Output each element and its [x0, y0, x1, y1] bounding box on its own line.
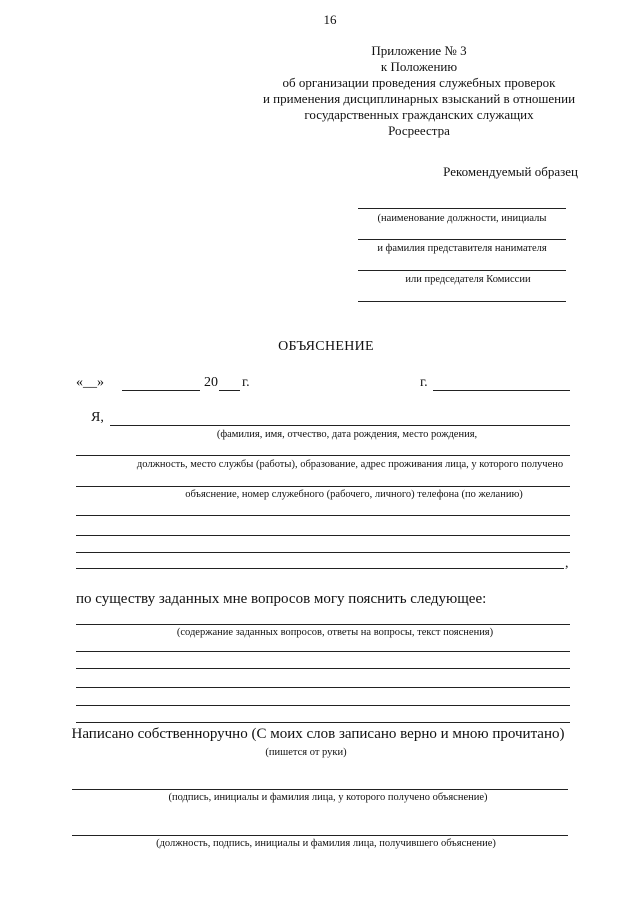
- addressee-hint-1: (наименование должности, инициалы: [377, 213, 547, 224]
- annex-line-2: к Положению: [380, 59, 458, 74]
- date-year-prefix: 20: [204, 375, 218, 390]
- annex-line-3: об организации проведения служебных проверок: [282, 75, 556, 90]
- handwritten-hint: (пишется от руки): [265, 747, 347, 758]
- person-line-1: [110, 425, 570, 426]
- i-label: Я,: [91, 410, 104, 425]
- person-line-4: [76, 515, 570, 516]
- person-hint-1: (фамилия, имя, отчество, дата рождения, место рождения,: [216, 429, 478, 440]
- handwritten-statement: Написано собственноручно (С моих слов записано верно и мною прочитано): [71, 726, 565, 742]
- explanation-intro: по существу заданных мне вопросов могу пояснить следующее:: [76, 591, 487, 607]
- addressee-line-2: [358, 239, 566, 240]
- person-line-6: [76, 552, 570, 553]
- person-line-2: [76, 455, 570, 456]
- annex-line-1: Приложение № 3: [371, 43, 467, 58]
- signature-hint-2: (должность, подпись, инициалы и фамилия лица, получившего объяснение): [156, 838, 496, 849]
- date-year-suffix: г.: [242, 375, 250, 390]
- person-line-3: [76, 486, 570, 487]
- city-prefix: г.: [420, 375, 428, 390]
- comma: ,: [565, 556, 569, 571]
- recommended-sample-label: Рекомендуемый образец: [443, 164, 578, 179]
- person-hint-2: должность, место службы (работы), образование, адрес проживания лица, у которого получено: [136, 459, 564, 470]
- page-number: 16: [323, 12, 337, 27]
- person-line-7: [76, 568, 564, 569]
- explanation-line-3: [76, 668, 570, 669]
- explanation-hint: (содержание заданных вопросов, ответы на вопросы, текст пояснения): [176, 627, 494, 638]
- annex-line-4: и применения дисциплинарных взысканий в отношении: [262, 91, 576, 106]
- date-year-line: [219, 390, 240, 391]
- addressee-hint-3: или председателя Комиссии: [405, 274, 531, 285]
- signature-hint-1: (подпись, инициалы и фамилия лица, у которого получено объяснение): [168, 792, 488, 803]
- addressee-hint-2: и фамилия представителя нанимателя: [377, 243, 547, 254]
- explanation-line-6: [76, 722, 570, 723]
- date-month-line: [122, 390, 200, 391]
- document-title: ОБЪЯСНЕНИЕ: [278, 339, 374, 354]
- signature-line-2: [72, 835, 568, 836]
- annex-line-5: государственных гражданских служащих: [304, 107, 534, 122]
- person-hint-3: объяснение, номер служебного (рабочего, личного) телефона (по желанию): [185, 489, 523, 500]
- explanation-line-5: [76, 705, 570, 706]
- date-day-field: «__»: [76, 375, 104, 390]
- city-line: [433, 390, 570, 391]
- explanation-line-4: [76, 687, 570, 688]
- person-line-5: [76, 535, 570, 536]
- explanation-line-2: [76, 651, 570, 652]
- addressee-line-1: [358, 208, 566, 209]
- addressee-line-4: [358, 301, 566, 302]
- explanation-line-1: [76, 624, 570, 625]
- annex-line-6: Росреестра: [388, 123, 450, 138]
- signature-line-1: [72, 789, 568, 790]
- addressee-line-3: [358, 270, 566, 271]
